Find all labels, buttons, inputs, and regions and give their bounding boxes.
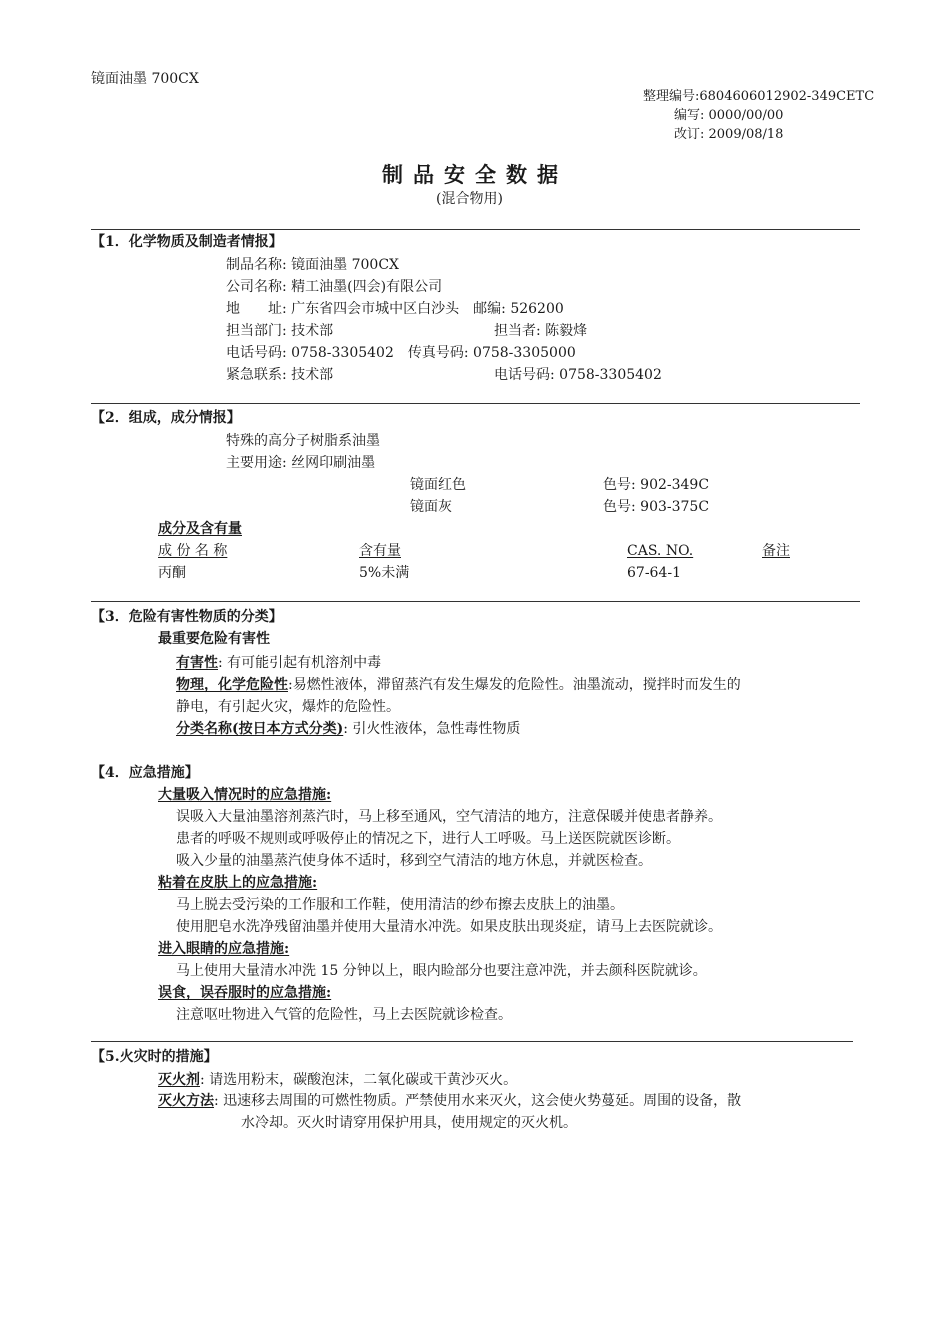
classification-label: 分类名称(按日本方式分类) [176, 721, 344, 737]
color-name: 镜面红色 [410, 477, 466, 493]
section-5-heading: 【5.火灾时的措施】 [91, 1049, 218, 1065]
column-header-content: 含有量 [359, 543, 401, 559]
color-code: 色号: 903-375C [603, 499, 710, 515]
ingredients-table-title: 成分及含有量 [158, 521, 242, 537]
classification-line [176, 720, 520, 738]
classification-text: : 引火性液体，急性毒性物质 [343, 721, 521, 737]
page-title: 制品安全数据 [382, 162, 568, 187]
section-divider [91, 229, 860, 230]
eye-contact-text: 马上使用大量清水冲洗 15 分钟以上，眼内睑部分也要注意冲洗，并去颜科医院就诊。 [176, 963, 707, 979]
emergency-phone: 电话号码: 0758-3305402 [494, 367, 662, 383]
phone-fax-line: 电话号码: 0758-3305402 传真号码: 0758-3305000 [226, 345, 576, 361]
page-subtitle: (混合物用) [436, 191, 503, 207]
harm-label: 有害性 [176, 655, 218, 671]
hazard-subheading: 最重要危险有害性 [158, 631, 270, 647]
extinguishing-method-line [158, 1092, 741, 1110]
harm-line [176, 654, 381, 672]
section-1-heading: 【1．化学物质及制造者情报】 [91, 234, 283, 250]
extinguishing-method-text: : 迅速移去周围的可燃性物质。严禁使用水来灭火，这会使火势蔓延。周围的设备，散 [214, 1093, 742, 1109]
column-header-remarks: 备注 [762, 543, 790, 559]
section-2-heading: 【2．组成，成分情报】 [91, 410, 241, 426]
reference-number: 整理编号:6804606012902-349CETC [643, 89, 875, 104]
extinguishing-agent-text: : 请选用粉末，碳酸泡沫，二氧化碳或干黄沙灭火。 [200, 1072, 518, 1088]
extinguishing-agent-label: 灭火剂 [158, 1072, 200, 1088]
inhalation-text: 误吸入大量油墨溶剂蒸汽时，马上移至通风，空气清洁的地方，注意保暖并使患者静养。 [176, 809, 722, 825]
skin-contact-label: 粘着在皮肤上的应急措施: [158, 875, 318, 891]
column-header-cas: CAS. NO. [627, 543, 694, 559]
extinguishing-method-text-cont: 水冷却。灭火时请穿用保护用具，使用规定的灭火机。 [241, 1115, 577, 1131]
inhalation-text: 患者的呼吸不规则或呼吸停止的情况之下，进行人工呼吸。马上送医院就医诊断。 [176, 831, 680, 847]
extinguishing-method-label: 灭火方法 [158, 1093, 214, 1109]
physical-hazard-line [176, 676, 741, 694]
ingredient-content: 5%未满 [359, 565, 410, 581]
ingestion-label: 误食，误吞服时的应急措施: [158, 985, 332, 1001]
skin-contact-text: 使用肥皂水洗净残留油墨并使用大量清水冲洗。如果皮肤出现炎症，请马上去医院就诊。 [176, 919, 722, 935]
inhalation-label: 大量吸入情况时的应急措施: [158, 787, 332, 803]
section-4-heading: 【4．应急措施】 [91, 765, 199, 781]
department-line: 担当部门: 技术部 [226, 323, 334, 339]
skin-contact-text: 马上脱去受污染的工作服和工作鞋，使用清洁的纱布擦去皮肤上的油墨。 [176, 897, 624, 913]
physical-hazard-label: 物理，化学危险性 [176, 677, 288, 693]
eye-contact-label: 进入眼睛的应急措施: [158, 941, 290, 957]
color-code: 色号: 902-349C [603, 477, 710, 493]
product-name-line: 制品名称: 镜面油墨 700CX [226, 257, 400, 273]
ingredient-name: 丙酮 [158, 565, 186, 581]
emergency-contact-line: 紧急联系: 技术部 [226, 367, 334, 383]
extinguishing-agent-line [158, 1071, 517, 1089]
column-header-name: 成 份 名 称 [158, 543, 228, 559]
section-divider [91, 1041, 853, 1042]
physical-hazard-text: :易燃性液体，滞留蒸汽有发生爆发的危险性。油墨流动，搅拌时而发生的 [288, 677, 741, 693]
address-line: 地 址: 广东省四会市城中区白沙头 邮编: 526200 [226, 301, 564, 317]
harm-text: : 有可能引起有机溶剂中毒 [218, 655, 382, 671]
ingredient-cas: 67-64-1 [627, 565, 681, 581]
ingestion-text: 注意呕吐物进入气管的危险性，马上去医院就诊检查。 [176, 1007, 512, 1023]
section-divider [91, 601, 860, 602]
composition-description: 特殊的高分子树脂系油墨 [226, 433, 380, 449]
revised-date: 改订: 2009/08/18 [674, 127, 784, 142]
written-date: 编写: 0000/00/00 [674, 108, 784, 123]
inhalation-text: 吸入少量的油墨蒸汽使身体不适时，移到空气清洁的地方休息，并就医检查。 [176, 853, 652, 869]
company-name-line: 公司名称: 精工油墨(四会)有限公司 [226, 279, 443, 295]
contact-person: 担当者: 陈毅烽 [494, 323, 588, 339]
document-product-name: 镜面油墨 700CX [91, 71, 199, 87]
section-3-heading: 【3．危险有害性物质的分类】 [91, 609, 283, 625]
color-name: 镜面灰 [410, 499, 452, 515]
section-divider [91, 403, 860, 404]
physical-hazard-text-cont: 静电，有引起火灾，爆炸的危险性。 [176, 699, 400, 715]
main-use: 主要用途: 丝网印刷油墨 [226, 455, 376, 471]
